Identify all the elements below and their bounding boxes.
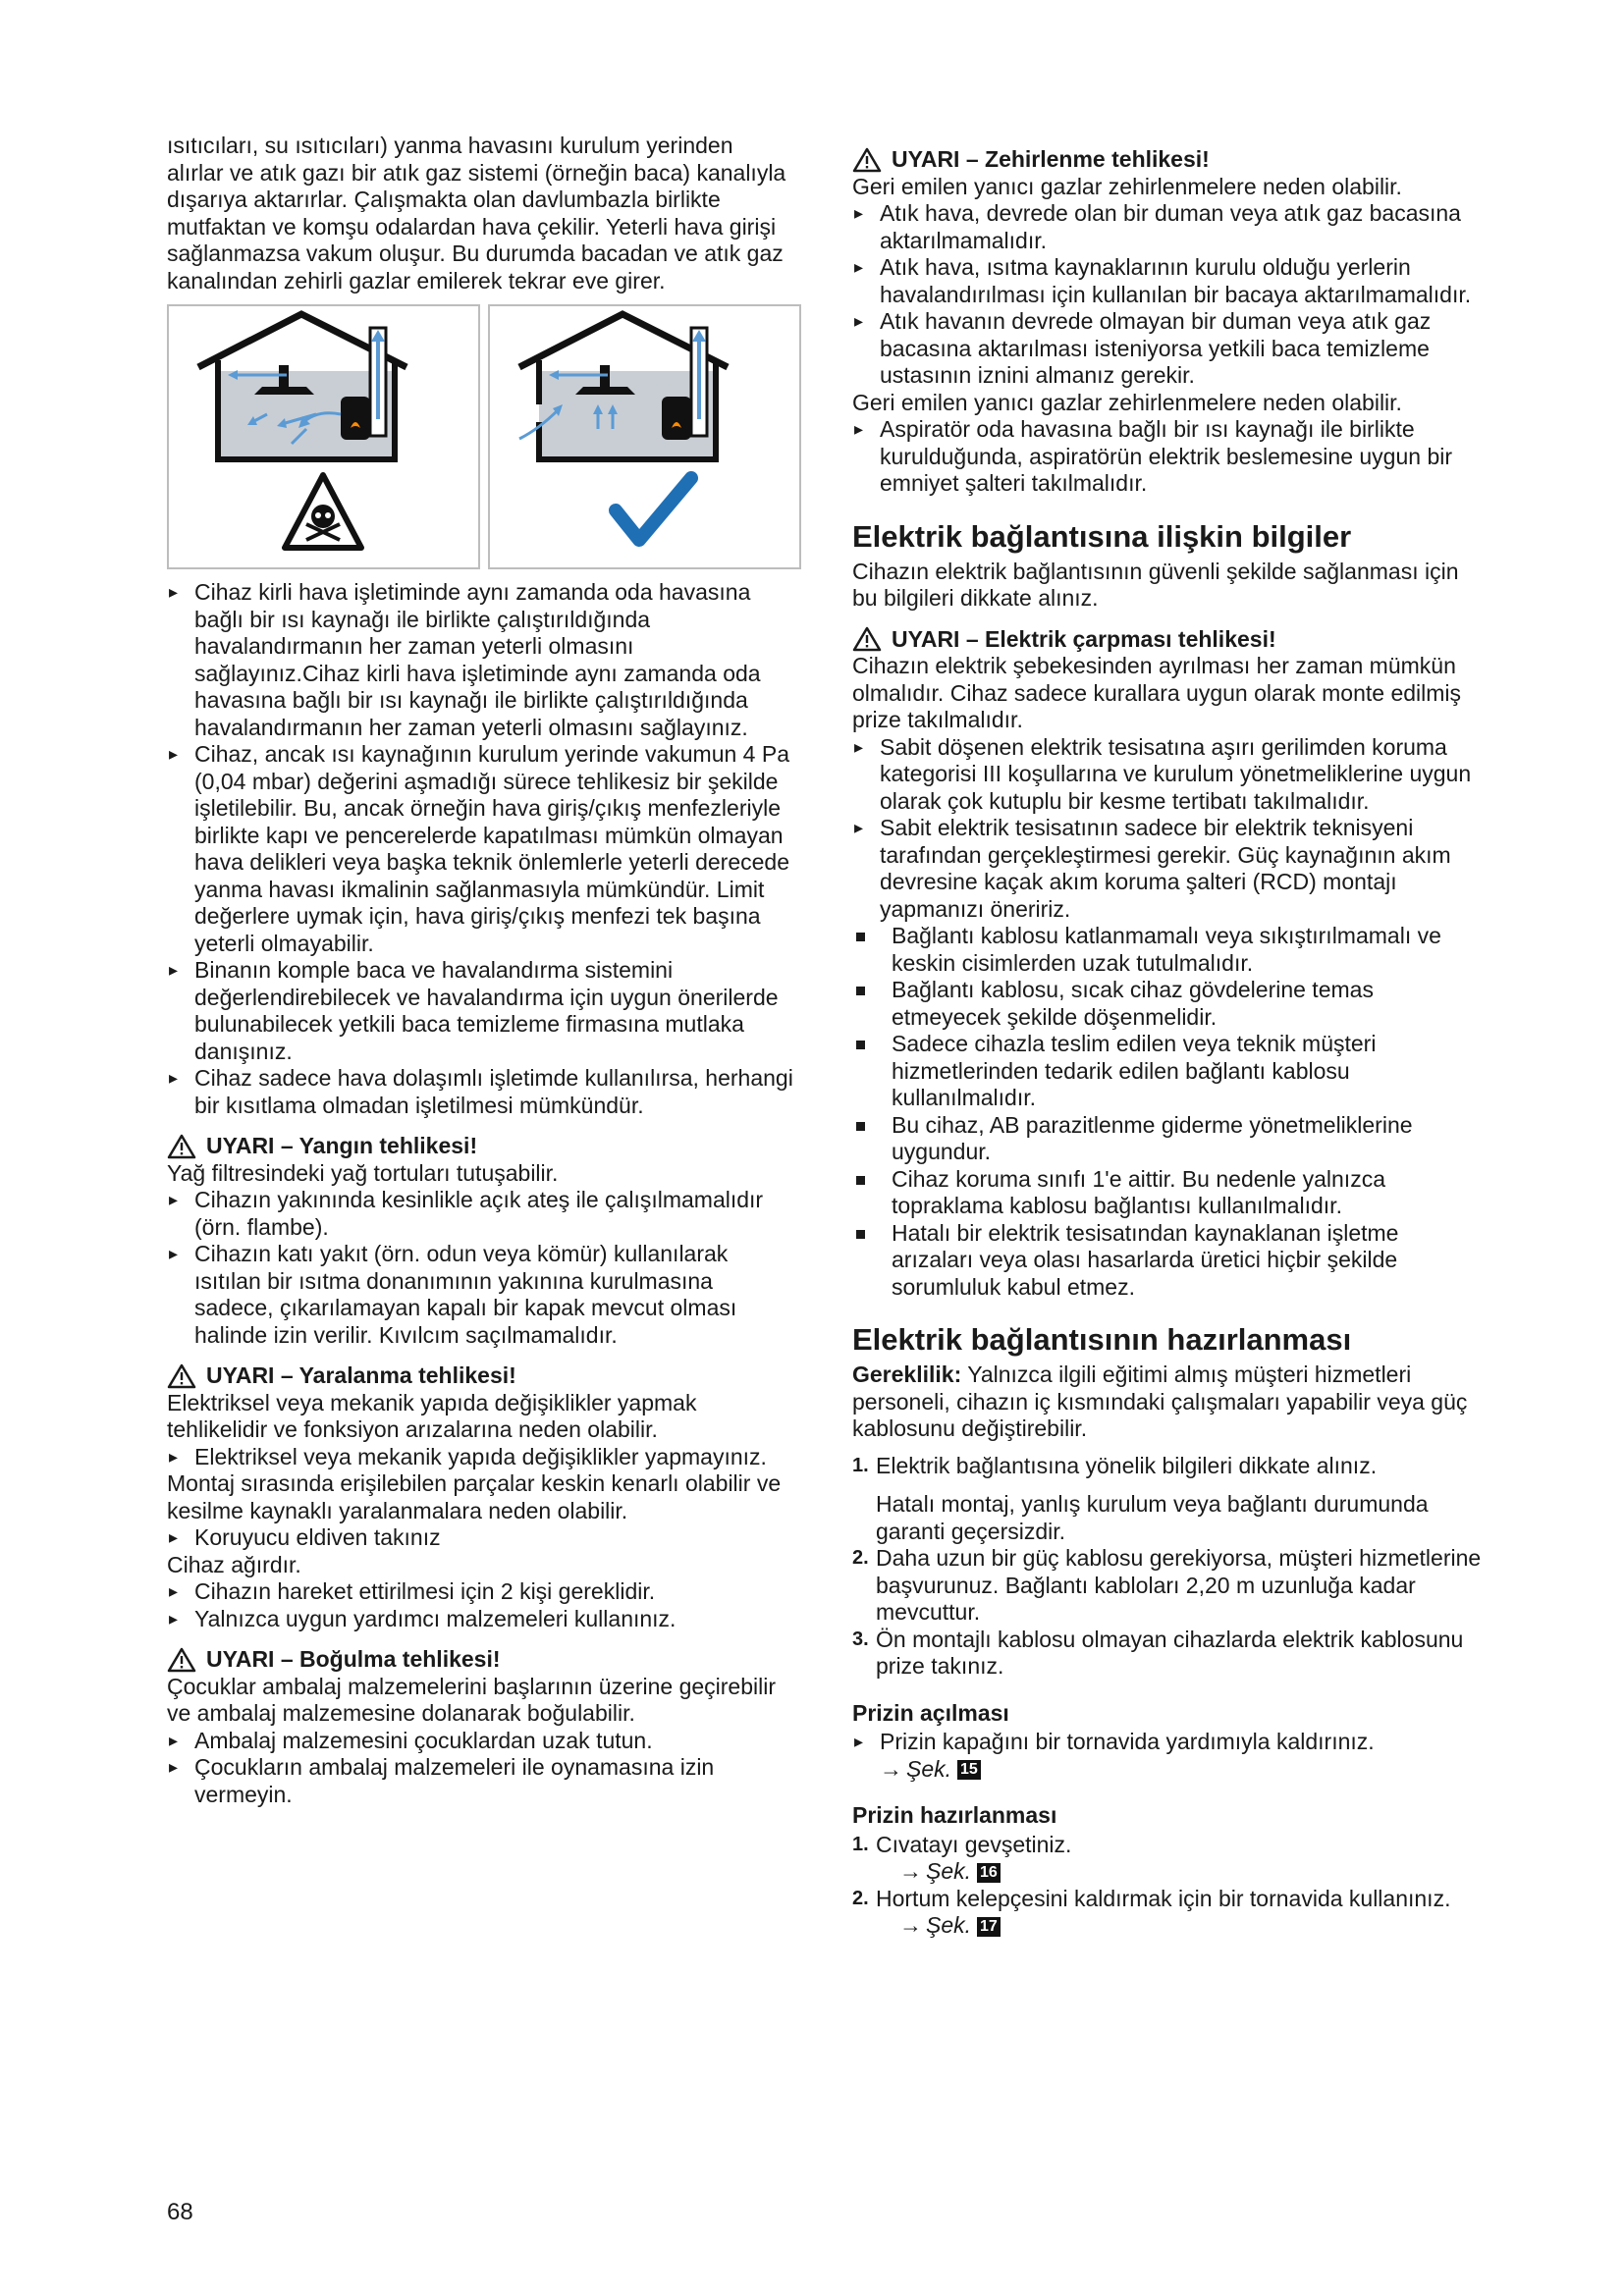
requirement-paragraph bbox=[852, 1362, 1483, 1443]
poison-bullets-1 bbox=[852, 200, 1483, 390]
checkmark-icon bbox=[616, 478, 691, 540]
figure-correct bbox=[488, 304, 801, 569]
electric-shock-text: Cihazın elektrik şebekesinden ayrılması her zaman mümkün olmalıdır. Cihaz sadece kurallara uygun olarak monte edilmiş prize takılmalıdır. bbox=[852, 653, 1462, 732]
list-item: ▸ Sabit döşenen elektrik tesisatına aşırı gerilimden koruma kategorisi III koşullarına ve kurulum yönetmeliklerine uygun olarak çok kutuplu bir kesme tertibatı takılmalıdır. bbox=[852, 734, 1483, 816]
step-number: 1. bbox=[852, 1454, 869, 1476]
figure-ref-label: Şek. bbox=[926, 1912, 972, 1938]
injury-text-2: Montaj sırasında erişilebilen parçalar keskin kenarlı olabilir ve kesilme kaynaklı yaralanmalara neden olabilir. bbox=[167, 1470, 782, 1523]
step-number: 1. bbox=[852, 1833, 869, 1855]
warning-title: UYARI – Yaralanma tehlikesi! bbox=[206, 1362, 516, 1388]
intro-paragraph: ısıtıcıları, su ısıtıcıları) yanma havasını kurulum yerinden alırlar ve atık gazı bir atık gaz sistemi (örneğin baca) kanalıyla dışarıya aktarırlar. Çalışmakta olan davlumbazla birlikte mutfaktan ve komşu odalardan hava çekilir. Yeterli hava girişi sağlanmazsa vakum oluşur. Bu durumda bacadan ve atık gaz kanalından zehirli gazlar emilerek tekrar eve girer. bbox=[167, 133, 786, 294]
electrical-info-intro: Cihazın elektrik bağlantısının güvenli şekilde sağlanması için bu bilgileri dikkate alınız. bbox=[852, 558, 1459, 611]
electrical-bullets bbox=[852, 734, 1483, 924]
suffocation-warning-heading bbox=[167, 1646, 795, 1674]
step-number: 2. bbox=[852, 1887, 869, 1909]
list-item: Hatalı bir elektrik tesisatından kaynaklanan işletme arızaları veya olası hasarlarda üretici hiçbir şekilde sorumluluk kabul etmez. bbox=[852, 1220, 1483, 1302]
arrow-right-icon: → bbox=[880, 1755, 902, 1782]
step-number: 3. bbox=[852, 1628, 869, 1650]
ventilation-figures bbox=[167, 304, 795, 569]
list-item: ▸ Ambalaj malzemesini çocuklardan uzak tutun. bbox=[167, 1728, 795, 1755]
fire-warning-heading bbox=[167, 1133, 795, 1160]
list-item: ▸ Sabit elektrik tesisatının sadece bir elektrik teknisyeni tarafından gerçekleştirmesi gerekir. Güç kaynağının akım devresine kaçak akım koruma şalteri (RCD) montajı yapmanızı öneririz. bbox=[852, 815, 1483, 923]
socket-prep-steps bbox=[852, 1832, 1483, 1940]
poison-warning-heading bbox=[852, 146, 1483, 174]
list-item: ▸ Atık hava, ısıtma kaynaklarının kurulu olduğu yerlerin havalandırılması için kullanılan bir bacaya aktarılmamalıdır. bbox=[852, 254, 1483, 308]
injury-warning-heading bbox=[167, 1362, 795, 1390]
figure-ref-label: Şek. bbox=[906, 1755, 952, 1782]
step-item bbox=[852, 1627, 1483, 1681]
list-item: ▸ Cihaz, ancak ısı kaynağının kurulum yerinde vakumun 4 Pa (0,04 mbar) değerini aşmadığı sürece tehlikesiz bir şekilde işletilebilir. Bu, ancak örneğin hava giriş/çıkış menfezleriyle birlikte kapı ve pencerelerde kapatılması mümkün olmayan hava delikleri veya başka teknik önlemlerle yeterli derecede yanma havası ikmalinin sağlanmasıyla mümkündür. Limit değerlere uymak için, hava giriş/çıkış menfezi tek başına yeterli olmayabilir. bbox=[167, 741, 795, 957]
warning-title: UYARI – Zehirlenme tehlikesi! bbox=[892, 146, 1210, 172]
poison-bullets-2 bbox=[852, 416, 1483, 498]
injury-text-1: Elektriksel veya mekanik yapıda değişiklikler yapmak tehlikelidir ve fonksiyon arızalarına neden olabilir. bbox=[167, 1389, 697, 1442]
suffocation-bullets bbox=[167, 1728, 795, 1809]
step-text: Ön montajlı kablosu olmayan cihazlarda elektrik kablosunu prize takınız. bbox=[876, 1626, 1464, 1679]
list-item: ▸ Cihazın hareket ettirilmesi için 2 kişi gereklidir. bbox=[167, 1578, 795, 1606]
figure-ref-label: Şek. bbox=[926, 1858, 972, 1884]
requirement-text: Yalnızca ilgili eğitimi almış müşteri hizmetleri personeli, cihazın iç kısmındaki çalışmaları yapabilir veya güç kablosunu değiştirebilir. bbox=[852, 1362, 1468, 1441]
warning-triangle-icon bbox=[852, 147, 882, 173]
warning-triangle-icon bbox=[852, 626, 882, 652]
warning-title: UYARI – Elektrik çarpması tehlikesi! bbox=[892, 625, 1276, 652]
list-item: Sadece cihazla teslim edilen veya teknik müşteri hizmetlerinden tedarik edilen bağlantı kablosu kullanılmalıdır. bbox=[852, 1031, 1483, 1112]
electrical-square-list bbox=[852, 923, 1483, 1301]
poison-text-1: Geri emilen yanıcı gazlar zehirlenmelere neden olabilir. bbox=[852, 173, 1402, 199]
list-item: ▸ Koruyucu eldiven takınız bbox=[167, 1524, 795, 1552]
warning-triangle-icon bbox=[167, 1134, 196, 1159]
electric-shock-warning-heading bbox=[852, 626, 1483, 654]
list-item: ▸ Yalnızca uygun yardımcı malzemeleri kullanınız. bbox=[167, 1606, 795, 1633]
list-item bbox=[852, 1729, 1483, 1783]
electrical-prep-steps bbox=[852, 1453, 1483, 1681]
list-item: ▸ Cihaz sadece hava dolaşımlı işletimde kullanılırsa, herhangi bir kısıtlama olmadan işletilmesi mümkündür. bbox=[167, 1065, 795, 1119]
fire-bullets bbox=[167, 1187, 795, 1349]
injury-bullets-2 bbox=[167, 1524, 795, 1552]
list-item: ▸ Çocukların ambalaj malzemeleri ile oynamasına izin vermeyin. bbox=[167, 1754, 795, 1808]
step-subtext: Hatalı montaj, yanlış kurulum veya bağlantı durumunda garanti geçersizdir. bbox=[876, 1491, 1429, 1544]
left-bullets-1 bbox=[167, 579, 795, 1119]
list-item: ▸ Cihazın katı yakıt (örn. odun veya kömür) kullanılarak ısıtılan bir ısıtma donanımının yakınına kurulmasına sadece, çıkarılamayan kapalı bir kapak mevcut olması halinde izin verilir. Kıvılcım saçılmamalıdır. bbox=[167, 1241, 795, 1349]
arrow-right-icon: → bbox=[899, 1858, 922, 1884]
socket-open-bullets bbox=[852, 1729, 1483, 1783]
step-item bbox=[852, 1545, 1483, 1627]
figure-reference bbox=[876, 1858, 1483, 1886]
page-number: 68 bbox=[167, 2199, 193, 2225]
figure-reference bbox=[880, 1756, 1483, 1784]
list-item: ▸ Atık hava, devrede olan bir duman veya atık gaz bacasına aktarılmamalıdır. bbox=[852, 200, 1483, 254]
warning-title: UYARI – Boğulma tehlikesi! bbox=[206, 1646, 501, 1672]
list-item: ▸ Aspiratör oda havasına bağlı bir ısı kaynağı ile birlikte kurulduğunda, aspiratörün elektrik beslemesine uygun bir emniyet şalteri takılmalıdır. bbox=[852, 416, 1483, 498]
step-text: Daha uzun bir güç kablosu gerekiyorsa, müşteri hizmetlerine başvurunuz. Bağlantı kabloları 2,20 m uzunluğa kadar mevcuttur. bbox=[876, 1545, 1482, 1625]
figure-number-badge: 15 bbox=[957, 1760, 981, 1780]
list-item: ▸ Cihaz kirli hava işletiminde aynı zamanda oda havasına bağlı bir ısı kaynağı ile birlikte çalıştırıldığında havalandırmanın her zaman yeterli olmasını sağlayınız.Cihaz kirli hava işletiminde aynı zamanda oda havasına bağlı bir ısı kaynağı ile birlikte çalıştırıldığında havalandırmanın her zaman yeterli olmasını sağlayınız. bbox=[167, 579, 795, 741]
step-number: 2. bbox=[852, 1547, 869, 1569]
list-item: ▸ Atık havanın devrede olmayan bir duman veya atık gaz bacasına aktarılması isteniyorsa yetkili baca temizleme ustasının iznini almanız gerekir. bbox=[852, 308, 1483, 390]
list-item: Bağlantı kablosu, sıcak cihaz gövdelerine temas etmeyecek şekilde döşenmelidir. bbox=[852, 977, 1483, 1031]
list-item: ▸ Cihazın yakınında kesinlikle açık ateş ile çalışılmamalıdır (örn. flambe). bbox=[167, 1187, 795, 1241]
step-text: Hortum kelepçesini kaldırmak için bir tornavida kullanınız. bbox=[876, 1885, 1451, 1911]
socket-open-text: Prizin kapağını bir tornavida yardımıyla kaldırınız. bbox=[880, 1729, 1375, 1754]
injury-text-3: Cihaz ağırdır. bbox=[167, 1551, 301, 1577]
warning-triangle-icon bbox=[167, 1647, 196, 1673]
poison-text-2: Geri emilen yanıcı gazlar zehirlenmelere neden olabilir. bbox=[852, 389, 1402, 415]
list-item: Bağlantı kablosu katlanmamalı veya sıkıştırılmamalı ve keskin cisimlerden uzak tutulmalıdır. bbox=[852, 923, 1483, 977]
step-text: Elektrik bağlantısına yönelik bilgileri dikkate alınız. bbox=[876, 1452, 1378, 1478]
fire-warning-text: Yağ filtresindeki yağ tortuları tutuşabilir. bbox=[167, 1159, 559, 1186]
suffocation-text: Çocuklar ambalaj malzemelerini başlarının üzerine geçirebilir ve ambalaj malzemesine dolanarak boğulabilir. bbox=[167, 1673, 776, 1726]
list-item: Cihaz koruma sınıfı 1'e aittir. Bu nedenle yalnızca topraklama kablosu bağlantısı kullanılmalıdır. bbox=[852, 1166, 1483, 1220]
figure-number-badge: 17 bbox=[977, 1917, 1001, 1937]
list-item: ▸ Binanın komple baca ve havalandırma sistemini değerlendirebilecek ve havalandırma için uygun önerilerde bulunabilecek yetkili baca temizleme firmasına mutlaka danışınız. bbox=[167, 957, 795, 1065]
section-heading-electrical-info: Elektrik bağlantısına ilişkin bilgiler bbox=[852, 518, 1352, 554]
step-text: Cıvatayı gevşetiniz. bbox=[876, 1831, 1072, 1857]
subheading-socket-prep: Prizin hazırlanması bbox=[852, 1802, 1057, 1828]
right-column bbox=[852, 133, 1483, 1940]
requirement-label: Gereklilik: bbox=[852, 1362, 962, 1387]
step-item bbox=[852, 1886, 1483, 1940]
section-heading-electrical-prep: Elektrik bağlantısının hazırlanması bbox=[852, 1322, 1352, 1357]
injury-bullets-1 bbox=[167, 1444, 795, 1471]
left-column bbox=[167, 133, 795, 1808]
house-diagram-icon bbox=[490, 306, 799, 567]
warning-triangle-icon bbox=[167, 1363, 196, 1389]
figure-incorrect bbox=[167, 304, 480, 569]
figure-number-badge: 16 bbox=[977, 1863, 1001, 1883]
warning-title: UYARI – Yangın tehlikesi! bbox=[206, 1133, 478, 1158]
step-item bbox=[852, 1832, 1483, 1886]
subheading-socket-open: Prizin açılması bbox=[852, 1699, 1009, 1726]
list-item: Bu cihaz, AB parazitlenme giderme yönetmeliklerine uygundur. bbox=[852, 1112, 1483, 1166]
injury-bullets-3 bbox=[167, 1578, 795, 1632]
arrow-right-icon: → bbox=[899, 1912, 922, 1938]
step-item bbox=[852, 1453, 1483, 1546]
house-diagram-icon bbox=[169, 306, 478, 567]
list-item: ▸ Elektriksel veya mekanik yapıda değişiklikler yapmayınız. bbox=[167, 1444, 795, 1471]
figure-reference bbox=[876, 1912, 1483, 1940]
